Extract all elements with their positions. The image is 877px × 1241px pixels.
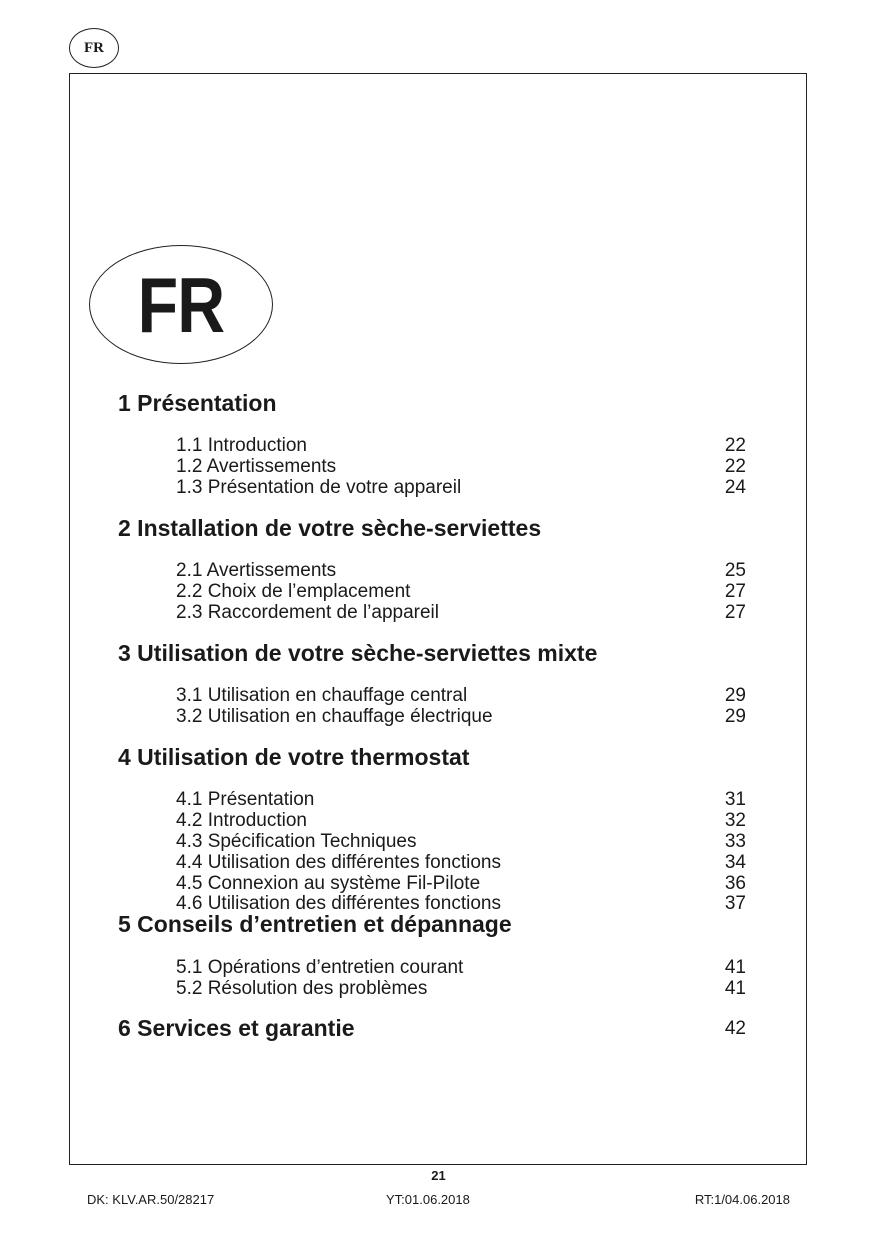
toc-entry-page: 36 [724, 873, 746, 894]
toc-entry [176, 477, 746, 498]
toc-entry-label: 4.6 Utilisation des différentes fonctions [176, 893, 501, 914]
toc-entry-label: 3.1 Utilisation en chauffage central [176, 685, 468, 706]
toc-entry-label: 4.2 Introduction [176, 810, 307, 831]
toc-entry-label: 5.2 Résolution des problèmes [176, 978, 428, 999]
toc-entry-page: 41 [724, 978, 746, 999]
toc-entry [176, 706, 746, 727]
toc-entry-label: 2.3 Raccordement de l’appareil [176, 602, 439, 623]
toc-entry-page: 31 [724, 789, 746, 810]
toc-entry-page: 27 [724, 602, 746, 623]
toc-entry [176, 810, 746, 831]
toc-entry [176, 957, 746, 978]
toc-entry-page: 22 [724, 456, 746, 477]
toc-entry-label: 5.1 Opérations d’entretien courant [176, 957, 464, 978]
toc-section-title: 6 Services et garantie [118, 1015, 355, 1041]
footer-rt-date: RT:1/04.06.2018 [694, 1192, 790, 1207]
toc-entry-page: 24 [724, 477, 746, 498]
toc-section-page: 42 [724, 1018, 746, 1039]
toc-entry-page: 32 [724, 810, 746, 831]
toc-entry-page: 27 [724, 581, 746, 602]
language-badge-small [69, 28, 119, 68]
footer-yt-date: YT:01.06.2018 [386, 1192, 470, 1207]
toc-entry [176, 852, 746, 873]
toc-entry [176, 560, 746, 581]
toc-entry-page: 41 [724, 957, 746, 978]
toc-entry-page: 33 [724, 831, 746, 852]
toc-entry-label: 4.4 Utilisation des différentes fonctions [176, 852, 501, 873]
toc-entry [176, 456, 746, 477]
toc-entry [176, 581, 746, 602]
toc-entry [176, 435, 746, 456]
toc-entry-label: 1.1 Introduction [176, 435, 307, 456]
toc-entry-label: 2.1 Avertissements [176, 560, 337, 581]
toc-entry-page: 37 [724, 893, 746, 914]
toc-entry-label: 2.2 Choix de l’emplacement [176, 581, 411, 602]
toc-entry-label: 4.1 Présentation [176, 789, 315, 810]
toc-entry-label: 1.2 Avertissements [176, 456, 337, 477]
page-number: 21 [431, 1168, 446, 1183]
toc-entry-page: 22 [724, 435, 746, 456]
toc-entry-page: 29 [724, 706, 746, 727]
toc-entry-label: 1.3 Présentation de votre appareil [176, 477, 462, 498]
toc-entry-label: 4.5 Connexion au système Fil-Pilote [176, 873, 481, 894]
toc-entry [176, 831, 746, 852]
toc-section-title: 2 Installation de votre sèche-serviettes [118, 515, 542, 541]
toc-section-title: 3 Utilisation de votre sèche-serviettes mixte [118, 640, 598, 666]
language-badge-small-text: FR [84, 39, 104, 56]
footer-document-code: DK: KLV.AR.50/28217 [87, 1192, 215, 1207]
toc-entry-page: 25 [724, 560, 746, 581]
toc-entry-page: 34 [724, 852, 746, 873]
toc-entry-page: 29 [724, 685, 746, 706]
toc-section-title: 5 Conseils d’entretien et dépannage [118, 911, 512, 937]
toc-entry [176, 873, 746, 894]
toc-entry [176, 685, 746, 706]
toc-entry-label: 3.2 Utilisation en chauffage électrique [176, 706, 493, 727]
language-badge-large [89, 245, 273, 364]
toc-entry [176, 978, 746, 999]
toc-section-title: 4 Utilisation de votre thermostat [118, 744, 470, 770]
toc-entry-label: 4.3 Spécification Techniques [176, 831, 417, 852]
toc-entry [176, 602, 746, 623]
toc-entry [176, 789, 746, 810]
toc-section-title: 1 Présentation [118, 390, 277, 416]
language-badge-large-text: FR [137, 260, 225, 349]
